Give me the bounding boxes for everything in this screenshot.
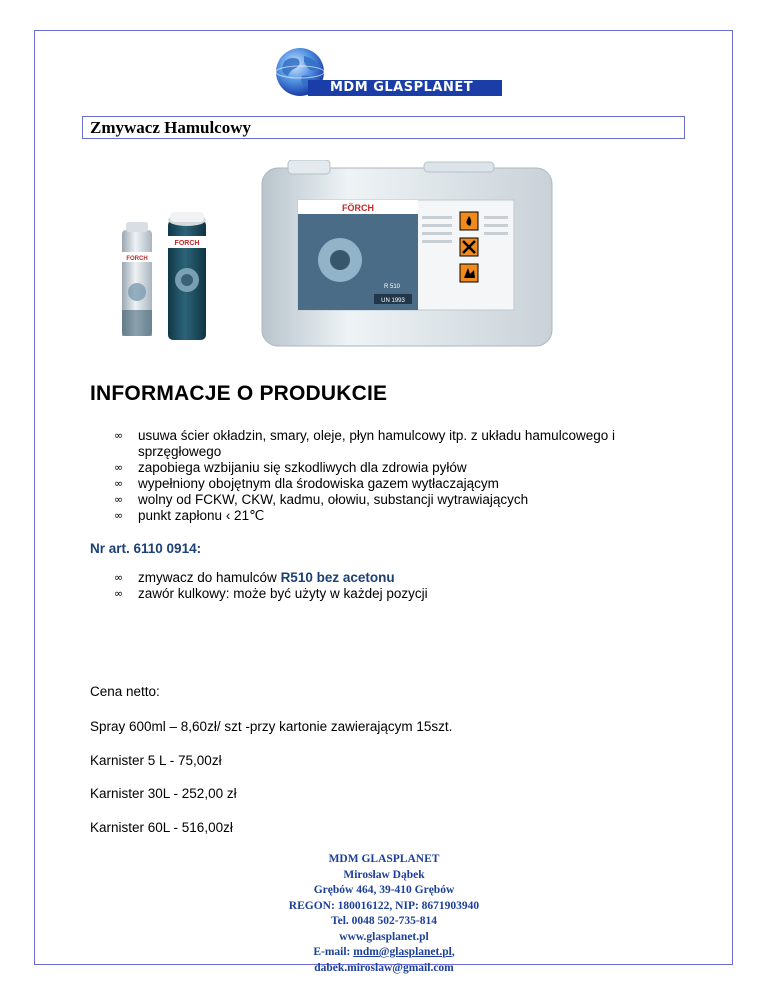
spray-brand-label: FORCH xyxy=(126,256,148,262)
footer-regon: REGON: 180016122, NIP: 8671903940 xyxy=(288,899,480,912)
feature-text: zapobiega wzbijaniu się szkodliwych dla zdrowia pyłów xyxy=(138,460,467,475)
list-item xyxy=(90,428,620,460)
list-item xyxy=(90,508,620,524)
footer-owner: Mirosław Dąbek xyxy=(343,868,425,881)
feature-list xyxy=(90,428,620,524)
footer-company: MDM GLASPLANET xyxy=(328,853,440,865)
article-highlight: R510 bez acetonu xyxy=(280,570,395,585)
company-logo xyxy=(270,46,502,98)
price-line-30l: Karnister 30L - 252,00 zł xyxy=(90,786,237,801)
bullet-icon: ∞ xyxy=(114,429,124,442)
footer-address: Grębów 464, 39-410 Grębów xyxy=(313,884,455,896)
feature-text: punkt zapłonu ‹ 21℃ xyxy=(138,508,265,523)
flammable-warning-icon xyxy=(460,212,478,230)
price-line-5l: Karnister 5 L - 75,00zł xyxy=(90,753,222,768)
canister-brand-label: FÖRCH xyxy=(342,203,374,213)
canister-product-label: R 510 xyxy=(383,284,401,290)
footer-email-label: E-mail: xyxy=(313,946,354,958)
price-line-60l: Karnister 60L - 516,00zł xyxy=(90,820,233,835)
list-item xyxy=(90,492,620,508)
bullet-icon: ∞ xyxy=(114,509,124,522)
product-image xyxy=(112,160,632,360)
environment-warning-icon xyxy=(460,264,478,282)
feature-text: wypełniony obojętnym dla środowiska gazem wytłaczającym xyxy=(138,476,499,491)
canister xyxy=(262,160,552,346)
footer-email2: dabek.miroslaw@gmail.com xyxy=(314,961,454,974)
footer-phone: Tel. 0048 502-735-814 xyxy=(331,915,437,927)
article-list xyxy=(90,570,620,602)
canister-un-label: UN 1993 xyxy=(381,298,405,304)
product-title: Zmywacz Hamulcowy xyxy=(82,116,685,139)
feature-text: usuwa ścier okładzin, smary, oleje, płyn hamulcowy itp. z układu hamulcowego i sprzęgłowego xyxy=(138,428,615,459)
bullet-icon: ∞ xyxy=(114,461,124,474)
price-line-spray: Spray 600ml – 8,60zł/ szt -przy kartonie zawierającym 15szt. xyxy=(90,719,453,734)
footer-website: www.glasplanet.pl xyxy=(339,930,429,943)
footer-email-sep: , xyxy=(451,946,455,958)
article-text: zawór kulkowy: może być użyty w każdej pozycji xyxy=(138,586,428,601)
logo-text: MDM GLASPLANET xyxy=(330,80,474,95)
email-link[interactable]: mdm@glasplanet.pl xyxy=(353,946,452,958)
spray-can-small xyxy=(122,222,152,336)
feature-text: wolny od FCKW, CKW, kadmu, ołowiu, substancji wytrawiających xyxy=(138,492,529,507)
spray-large-brand-label: FORCH xyxy=(174,240,200,247)
article-text: zmywacz do hamulców xyxy=(138,570,281,585)
list-item xyxy=(90,586,620,602)
article-number: Nr art. 6110 0914: xyxy=(90,541,202,556)
spray-can-large xyxy=(168,212,206,340)
list-item xyxy=(90,570,620,586)
bullet-icon: ∞ xyxy=(114,587,124,600)
list-item xyxy=(90,460,620,476)
bullet-icon: ∞ xyxy=(114,571,124,584)
bullet-icon: ∞ xyxy=(114,477,124,490)
footer-email-line xyxy=(200,945,568,961)
list-item xyxy=(90,476,620,492)
bullet-icon: ∞ xyxy=(114,493,124,506)
price-label: Cena netto: xyxy=(90,684,160,699)
section-heading: INFORMACJE O PRODUKCIE xyxy=(90,382,388,405)
footer-contact xyxy=(200,852,568,976)
harmful-warning-icon xyxy=(460,238,478,256)
